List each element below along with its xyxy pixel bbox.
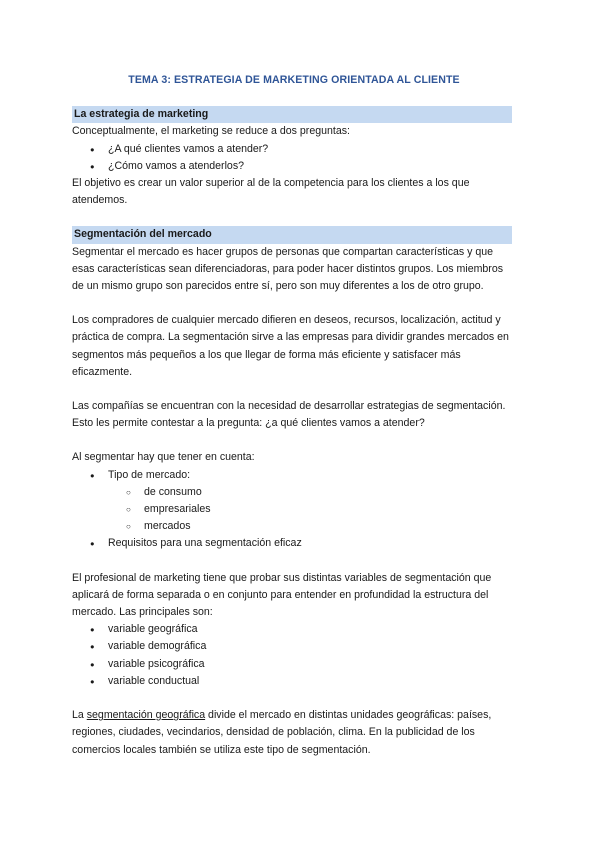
paragraph: Segmentar el mercado es hacer grupos de personas que compartan características y que esas características sean diferenciadoras, para poder hacer distintos grupos. Los miembros de un mismo grupo son parecidos entre sí, pero son muy diferentes a los de otro grupo.	[72, 245, 504, 293]
list-item: ● Requisitos para una segmentación eficaz	[72, 535, 516, 552]
segment-list	[72, 467, 516, 553]
paragraph: Conceptualmente, el marketing se reduce a dos preguntas:	[72, 125, 350, 138]
text-run: La	[72, 709, 87, 722]
list-item: ● variable demográfica	[72, 638, 516, 655]
page-title: TEMA 3: ESTRATEGIA DE MARKETING ORIENTADA AL CLIENTE	[128, 74, 460, 86]
variables-list	[72, 621, 516, 690]
sublist-item: ○ empresariales	[72, 501, 516, 518]
section-heading-segmentacion: Segmentación del mercado	[72, 226, 512, 243]
list-item-label: Tipo de mercado:	[108, 468, 191, 481]
list-item: ● ¿Cómo vamos a atenderlos?	[72, 158, 516, 175]
paragraph: Las compañías se encuentran con la necesidad de desarrollar estrategias de segmentación. Esto les permite contestar a la pregunta: ¿a qué clientes vamos a atender?	[72, 400, 506, 430]
paragraph: El profesional de marketing tiene que probar sus distintas variables de segmentación que aplicará de forma separada o en conjunto para entender en profundidad la estructura del mercado. Las principales son:	[72, 571, 492, 619]
paragraph	[72, 707, 516, 759]
sublist-item: ○ mercados	[72, 518, 516, 535]
underlined-term: segmentación geográfica	[86, 709, 206, 722]
paragraph: El objetivo es crear un valor superior al de la competencia para los clientes a los que atendemos.	[72, 177, 470, 207]
list-item: ● variable geográfica	[72, 621, 516, 638]
list-item: ● ¿A qué clientes vamos a atender?	[72, 141, 516, 158]
list-item: ● variable psicográfica	[72, 656, 516, 673]
question-list	[72, 141, 516, 175]
paragraph: Los compradores de cualquier mercado difieren en deseos, recursos, localización, actitud y práctica de compra. La segmentación sirve a las empresas para dividir grandes mercados en segmentos más pequeños a los que llegar de forma más eficiente y satisfacer más eficazmente.	[72, 314, 509, 378]
sublist-item: ○ de consumo	[72, 484, 516, 501]
section-heading-estrategia: La estrategia de marketing	[72, 106, 512, 123]
market-type-sublist	[108, 484, 516, 536]
list-item: ● variable conductual	[72, 673, 516, 690]
text-run: divide el mercado en distintas unidades geográficas: países, regiones, ciudades, vecindarios, densidad de población, clima. En la publicidad de los comercios locales también se utiliza este tipo de segmentación.	[72, 709, 492, 756]
list-item	[72, 467, 516, 536]
paragraph: Al segmentar hay que tener en cuenta:	[72, 451, 255, 464]
